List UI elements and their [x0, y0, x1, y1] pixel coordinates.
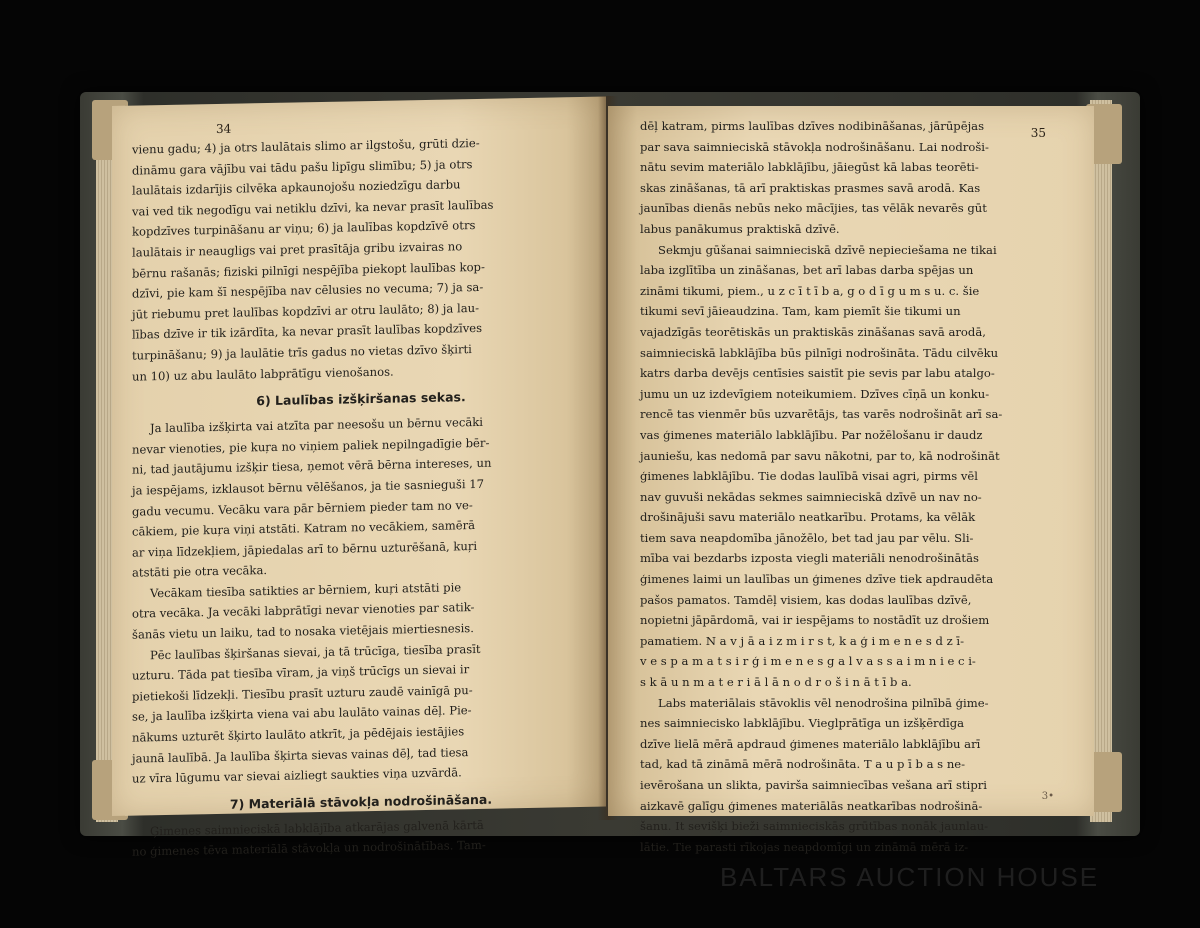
paragraph-grounds — [132, 131, 590, 387]
text-line: drošinājuši savu materiālo neatkarību. Protams, ka vēlāk — [640, 510, 976, 525]
right-page — [608, 106, 1094, 854]
text-line: jaunā laulībā. Ja laulība šķirta sievas vainas dēļ, tad tiesa — [132, 744, 469, 766]
text-line: kopdzīves turpināšanu ar viņu; 6) ja laulības kopdzīvē otrs — [132, 218, 476, 239]
auction-watermark: BALTARS AUCTION HOUSE — [720, 862, 1100, 892]
text-line: s k ā u n m a t e r i ā l ā n o d r o š i n ā t ī b a. — [640, 675, 912, 690]
text-line: pamatiem. N a v j ā a i z m i r s t, k a ģ i m e n e s d z ī- — [640, 633, 965, 648]
left-page — [112, 97, 606, 860]
text-line: se, ja laulība izšķirta viena vai abu laulāto vainas dēļ. Pie- — [132, 703, 472, 725]
text-line: aizkavē galīgu ģimenes materiālās neatkarības nodrošinā- — [640, 798, 983, 813]
text-line: dzīve lielā mērā apdraud ģimenes materiālo labklājību arī — [640, 736, 981, 751]
text-line: no ģimenes tēva materiālā stāvokļa un nodrošinātības. Tam- — [132, 838, 486, 860]
text-line: mība vai bezdarbs izposta viegli materiāli nenodrošinātās — [640, 551, 979, 566]
text-line: nākums uzturēt šķirto laulāto atkrīt, ja pēdējais iestājies — [132, 724, 465, 745]
text-line: pašos pamatos. Tamdēļ visiem, kas dodas laulības dzīvē, — [640, 592, 972, 607]
text-line: Ja laulība izšķirta vai atzīta par neesošu un bērnu vecāki — [150, 415, 483, 436]
text-line: uz vīra lūgumu var sievai aizliegt saukties viņa uzvārdā. — [132, 765, 462, 786]
text-line: ni, tad jautājumu izšķir tiesa, ņemot vērā bērna intereses, un — [132, 456, 492, 477]
text-line: nes saimniecisko labklājību. Vieglprātīga un izšķērdīga — [640, 716, 965, 731]
section-heading-material-security: 7) Materiālā stāvokļa nodrošināšana. — [229, 791, 493, 812]
page-number-right: 35 — [1030, 126, 1046, 140]
text-line: cākiem, pie kuŗa viņi atstāti. Katram no vecākiem, samērā — [132, 518, 476, 539]
text-line: vienu gadu; 4) ja otrs laulātais slimo ar ilgstošu, grūti dzie- — [132, 135, 480, 157]
text-line: dzīvi, pie kam šī nespējība nav cēlusies no vecuma; 7) ja sa- — [132, 280, 484, 301]
text-line: šanās vietu un laiku, tad to nosaka vietējais miertiesnesis. — [132, 621, 474, 642]
text-line: tad, kad tā zināmā mērā nodrošināta. T a u p ī b a s ne- — [640, 757, 966, 772]
section-heading-divorce-consequences: 6) Laulības izšķiršanas sekas. — [256, 389, 466, 409]
text-line: vajadzīgās teorētiskās un praktiskās zināšanas savā arodā, — [640, 324, 986, 339]
text-line: uzturu. Tāda pat tiesība vīram, ja viņš trūcīgs un sievai ir — [132, 662, 470, 683]
text-line: dināmu gara vājību vai tādu pašu lipīgu slimību; 5) ja otrs — [132, 156, 473, 178]
text-line: tikumi sevī jāieaudzina. Tam, kam piemīt šie tikumi un — [640, 304, 961, 319]
text-line: otra vecāka. Ja vecāki labprātīgi nevar vienoties par satik- — [132, 600, 475, 622]
text-line: nav guvuši nekādas sekmes saimnieciskā dzīvē un nav no- — [640, 489, 982, 504]
text-line: lības dzīve ir tik izārdīta, ka nevar prasīt laulības kopdzīves — [132, 321, 483, 342]
text-line: pietiekoši līdzekļi. Tiesību prasīt uzturu zaudē vainīgā pu- — [132, 682, 473, 704]
text-line: lātie. Tie parasti rīkojas neapdomīgi un zināmā mērā iz- — [640, 839, 969, 854]
paragraph-thrift — [640, 693, 1072, 858]
text-line: skas zināšanas, tā arī praktiskas prasmes savā arodā. Kas — [640, 180, 981, 195]
text-line: nopietni jāpārdomā, vai ir iespējams to nostādīt uz drošiem — [640, 613, 990, 628]
text-line: ģimenes laimi un laulības un ģimenes dzīve tiek apdraudēta — [640, 572, 994, 587]
text-line: Vecākam tiesība satikties ar bērniem, kuŗi atstāti pie — [150, 580, 462, 601]
text-line: laba izglītība un zināšanas, bet arī labas darba spējas un — [640, 263, 974, 278]
left-page-text — [132, 131, 590, 863]
text-line: laulātais izdarījis cilvēka apkaunojošu noziedzīgu darbu — [132, 177, 461, 198]
right-page-text — [640, 116, 1072, 857]
paragraph-family-welfare — [132, 813, 590, 863]
text-line: ievērošana un slikta, pavirša saimniecības vešana arī stipri — [640, 778, 988, 792]
paragraph-success — [640, 240, 1072, 693]
paragraph-preparation — [640, 116, 1072, 240]
text-line: turpināšanu; 9) ja laulātie trīs gadus no vietas dzīvo šķirti — [132, 342, 472, 363]
text-line: Pēc laulības šķiršanas sievai, ja tā trūcīga, tiesība prasīt — [150, 641, 481, 662]
text-line: Ģimenes saimnieciskā labklājība atkarājas galvenā kārtā — [150, 817, 484, 839]
text-line: ar viņa līdzekļiem, jāpiedalas arī to bērnu uzturēšanā, kuŗi — [132, 538, 478, 560]
text-line: tiem sava neapdomība jānožēlo, bet tad jau par vēlu. Sli- — [640, 530, 974, 545]
text-line: vai ved tik negodīgu vai netiklu dzīvi, ka nevar prasīt laulības — [132, 197, 494, 219]
text-line: rencē tas vienmēr būs uzvarētājs, tas varēs nodrošināt arī sa- — [640, 407, 1003, 422]
text-line: v e s p a m a t s i r ģ i m e n e s g a l v a s s a i m n i e c i- — [640, 654, 976, 669]
text-line: ģimenes labklājību. Tie dodas laulībā visai agri, pirms vēl — [640, 469, 978, 484]
text-line: saimnieciskā labklājība būs pilnīgi nodrošināta. Tādu cilvēku — [640, 345, 999, 360]
text-line: jauniešu, kas nedomā par savu nākotni, par to, kā nodrošināt — [640, 448, 1000, 463]
text-line: jaunības dienās nebūs neko mācījies, tas vēlāk nevarēs gūt — [640, 201, 987, 216]
text-line: bērnu rašanās; fiziski pilnīgi nespējība piekopt laulības kop- — [132, 259, 485, 281]
page-number-left: 34 — [216, 121, 232, 137]
text-line: jumu un uz izdevīgiem noteikumiem. Dzīves cīņā un konku- — [640, 386, 990, 401]
text-line: katrs darba devējs centīsies saistīt pie sevis par labu atalgo- — [640, 366, 995, 381]
text-line: jūt riebumu pret laulības kopdzīvi ar otru laulāto; 8) ja lau- — [132, 300, 479, 322]
text-line: gadu vecumu. Vecāku vara pār bērniem pieder tam no ve- — [132, 497, 473, 519]
text-line: ja iespējams, izklausot bērnu vēlēšanos, ja tie sasnieguši 17 — [132, 476, 485, 498]
text-line: labus panākumus praktiskā dzīvē. — [640, 221, 840, 236]
text-line: zināmi tikumi, piem., u z c ī t ī b a, g o d ī g u m s u. c. šie — [640, 283, 980, 298]
text-line: laulātais ir neaugligs vai pret prasītāja gribu izvairas no — [132, 239, 463, 260]
text-line: Sekmju gūšanai saimnieciskā dzīvē nepieciešama ne tikai — [658, 242, 997, 257]
paragraph-children — [132, 410, 590, 584]
paragraph-alimony — [132, 636, 590, 789]
text-line: nātu sevim materiālo labklājību, jāiegūst kā labas teorēti- — [640, 160, 979, 175]
text-line: atstāti pie otra vecāka. — [132, 563, 268, 580]
text-line: šanu. It sevišķi bieži saimnieciskās grūtības nonāk jaunlau- — [640, 819, 989, 834]
text-line: vas ģimenes materiālo labklājību. Par nožēlošanu ir daudz — [640, 427, 983, 442]
pencil-mark: 3• — [1041, 791, 1054, 802]
text-line: nevar vienoties, pie kuŗa no viņiem paliek nepilngadīgie bēr- — [132, 435, 490, 457]
text-line: un 10) uz abu laulāto labprātīgu vienošanos. — [132, 364, 394, 384]
paragraph-visitation — [132, 575, 590, 646]
text-line: par sava saimnieciskā stāvokļa nodrošināšanu. Lai nodroši- — [640, 139, 989, 154]
text-line: Labs materiālais stāvoklis vēl nenodrošina pilnībā ģime- — [658, 695, 989, 710]
text-line: dēļ katram, pirms laulības dzīves nodibināšanas, jārūpējas — [640, 119, 985, 133]
